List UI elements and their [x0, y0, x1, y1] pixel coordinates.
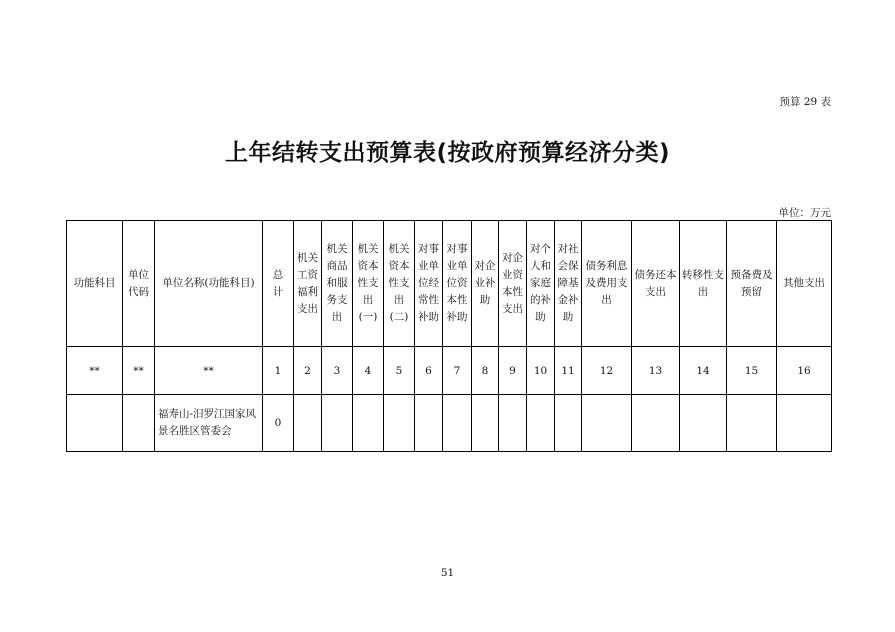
table-row: [67, 395, 832, 452]
header-cell: 对个人和家庭的补助: [527, 221, 555, 347]
page-number: 51: [440, 567, 455, 579]
code-cell: **: [123, 347, 155, 395]
value-cell: [582, 395, 632, 452]
column-code-row: [67, 347, 832, 395]
value-cell: [415, 395, 443, 452]
unit-name-cell: 福寿山-汨罗江国家风景名胜区管委会: [155, 395, 263, 452]
code-cell: 15: [727, 347, 777, 395]
header-cell: 单位代码: [123, 221, 155, 347]
header-cell: 功能科目: [67, 221, 123, 347]
total-cell: 0: [263, 395, 294, 452]
budget-table: [66, 220, 832, 452]
header-cell: 其他支出: [777, 221, 832, 347]
header-cell: 机关资本性支出(一): [353, 221, 384, 347]
code-cell: 4: [353, 347, 384, 395]
value-cell: [680, 395, 727, 452]
code-cell: 5: [384, 347, 415, 395]
code-cell: 7: [443, 347, 472, 395]
code-cell: 6: [415, 347, 443, 395]
code-cell: 11: [555, 347, 582, 395]
header-cell: 对事业单位经常性补助: [415, 221, 443, 347]
func-cell: [67, 395, 123, 452]
value-cell: [294, 395, 322, 452]
value-cell: [472, 395, 499, 452]
header-row: [67, 221, 832, 347]
header-cell: 机关商品和服务支出: [322, 221, 353, 347]
header-cell: 机关资本性支出(二): [384, 221, 415, 347]
code-cell: **: [155, 347, 263, 395]
header-cell: 对社会保障基金补助: [555, 221, 582, 347]
code-cell: 9: [499, 347, 527, 395]
header-cell: 机关工资福利支出: [294, 221, 322, 347]
form-number: 预算 29 表: [779, 96, 831, 108]
code-cell: 12: [582, 347, 632, 395]
unit-label: 单位：万元: [778, 207, 831, 219]
value-cell: [527, 395, 555, 452]
header-cell: 预备费及预留: [727, 221, 777, 347]
code-cell: [123, 395, 155, 452]
page-title: 上年结转支出预算表(按政府预算经济分类): [224, 140, 671, 166]
code-cell: **: [67, 347, 123, 395]
header-cell: 转移性支出: [680, 221, 727, 347]
code-cell: 16: [777, 347, 832, 395]
value-cell: [353, 395, 384, 452]
header-cell: 总计: [263, 221, 294, 347]
value-cell: [384, 395, 415, 452]
value-cell: [322, 395, 353, 452]
value-cell: [727, 395, 777, 452]
code-cell: 8: [472, 347, 499, 395]
header-cell: 债务利息及费用支出: [582, 221, 632, 347]
value-cell: [499, 395, 527, 452]
value-cell: [777, 395, 832, 452]
header-cell: 对事业单位资本性补助: [443, 221, 472, 347]
value-cell: [632, 395, 680, 452]
code-cell: 10: [527, 347, 555, 395]
header-cell: 对企业补助: [472, 221, 499, 347]
header-cell: 对企业资本性支出: [499, 221, 527, 347]
header-cell: 债务还本支出: [632, 221, 680, 347]
value-cell: [443, 395, 472, 452]
code-cell: 3: [322, 347, 353, 395]
value-cell: [555, 395, 582, 452]
code-cell: 1: [263, 347, 294, 395]
code-cell: 13: [632, 347, 680, 395]
header-cell: 单位名称(功能科目): [155, 221, 263, 347]
code-cell: 14: [680, 347, 727, 395]
code-cell: 2: [294, 347, 322, 395]
